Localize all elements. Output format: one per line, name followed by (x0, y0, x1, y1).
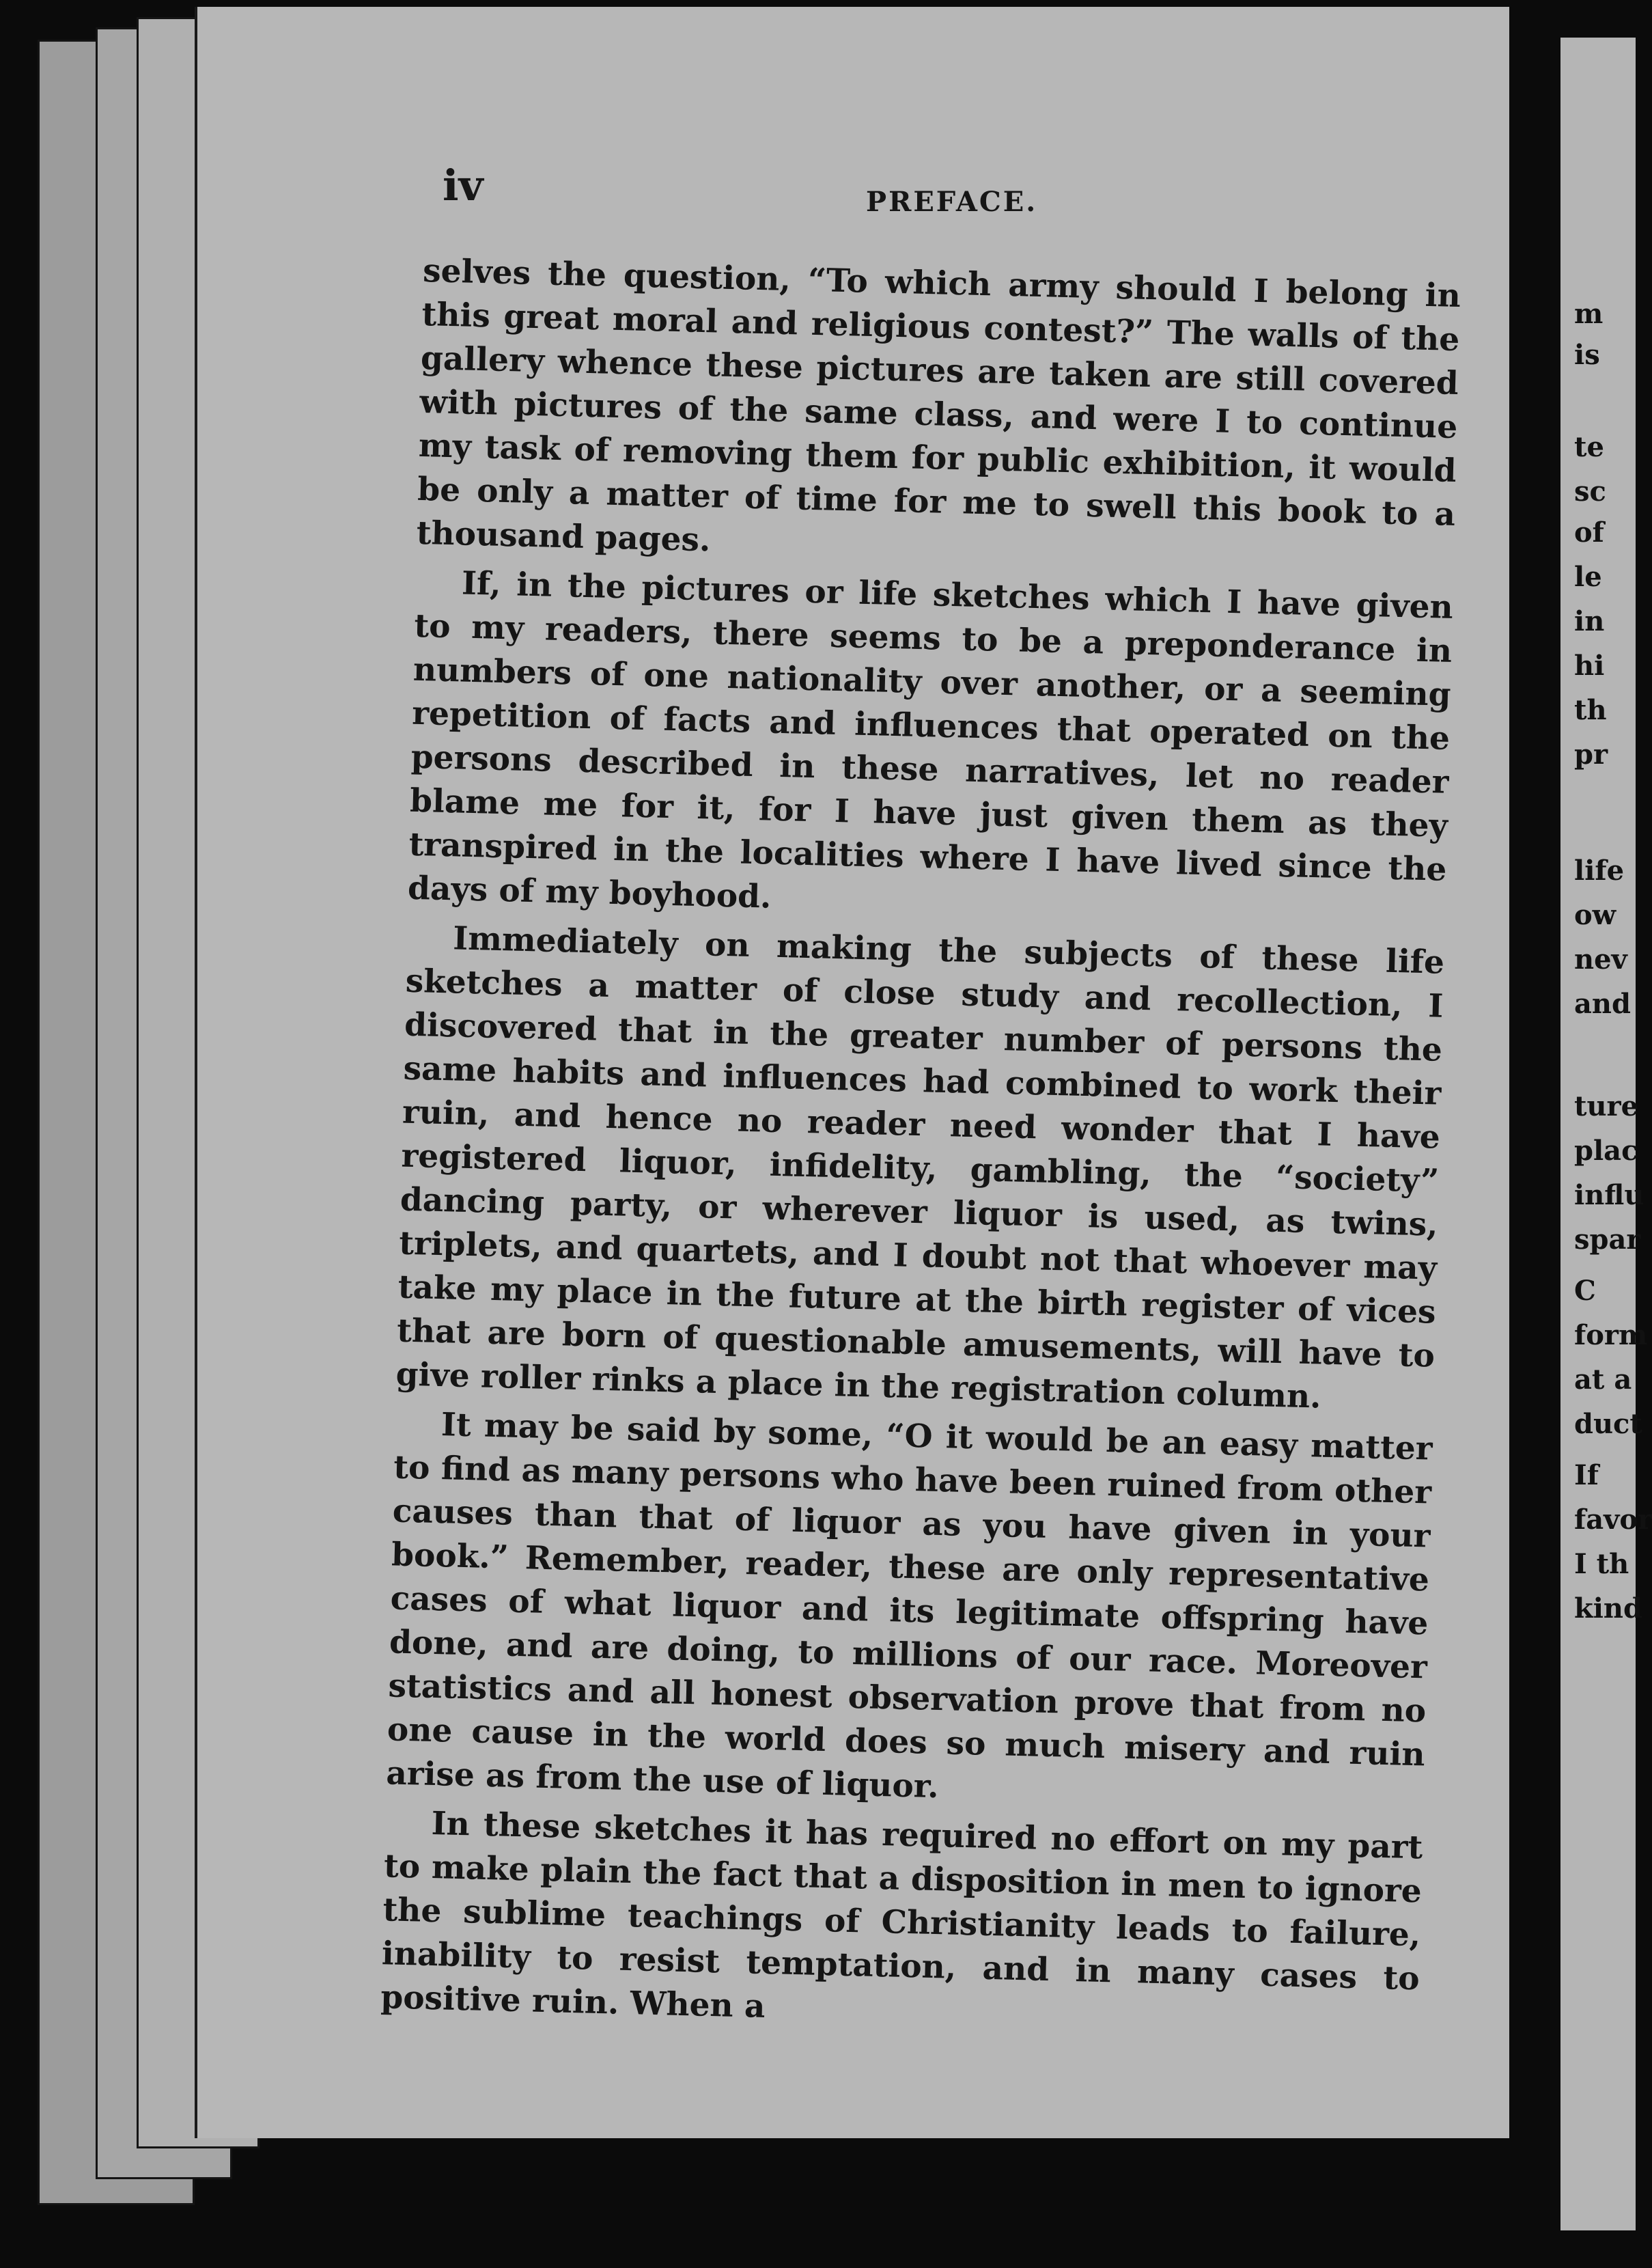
facing-page-fragment: form (1574, 1319, 1648, 1351)
paragraph: selves the question, “To which army should I belong in this great moral and religious contest?” The walls of the gallery whence these pictures are taken are still covered with pictures of the same class, and were I to continue my task of removing them for public exhibition, it would be only a matter of time for me to swell this book to a thousand pages. (416, 251, 1461, 559)
facing-page-fragment: C (1574, 1275, 1596, 1307)
facing-page-fragment: m (1574, 298, 1604, 330)
facing-page-fragment: and (1574, 988, 1631, 1020)
facing-page (1560, 38, 1652, 2230)
facing-page-fragment: favor (1574, 1504, 1652, 1536)
facing-page-fragment: duct (1574, 1408, 1642, 1440)
paragraph: In these sketches it has required no effort on my part to make plain the fact that a disposition in men to ignore the sublime teachings of Christianity leads to failure, inability to resist temptation, and in many cases to positive ruin. When a (380, 1804, 1423, 2025)
facing-page-fragment: hi (1574, 650, 1605, 682)
facing-page-fragment: I th (1574, 1548, 1629, 1580)
page-number: iv (443, 161, 484, 210)
facing-page-fragment: life (1574, 855, 1625, 887)
body-text (380, 249, 1461, 2050)
paragraph: Immediately on making the subjects of these life sketches a matter of close study and recollection, I discovered that in the greater number of persons the same habits and influences had combined to work their ruin, and hence no reader need wonder that I have registered liquor, infidelity, gambling, the “society” dancing party, or wherever liquor is used, as twins, triplets, and quartets, and I doubt not that whoever may take my place in the future at the birth register of vices that are born of questionable amusements, will have to give roller rinks a place in the registration column. (395, 919, 1445, 1416)
facing-page-fragment: plac (1574, 1135, 1638, 1167)
facing-page-fragment: If (1574, 1459, 1599, 1491)
facing-page-fragment: nev (1574, 943, 1627, 976)
facing-page-fragment: spar (1574, 1223, 1641, 1256)
facing-page-fragment: te (1574, 431, 1604, 463)
facing-page-fragment: sc (1574, 475, 1606, 508)
facing-page-fragment: th (1574, 694, 1607, 726)
facing-page-fragment: influ (1574, 1179, 1644, 1211)
facing-page-fragment: is (1574, 339, 1600, 371)
facing-page-fragment: ow (1574, 899, 1616, 931)
facing-page-fragment: of (1574, 516, 1604, 549)
facing-page-fragment: pr (1574, 738, 1608, 771)
facing-page-fragment: ture (1574, 1090, 1639, 1122)
facing-page-fragment: in (1574, 605, 1605, 637)
facing-page-fragment: kind (1574, 1592, 1642, 1624)
facing-page-fragment: le (1574, 561, 1602, 593)
page-header-title: PREFACE. (866, 186, 1038, 218)
facing-page-fragment: at a (1574, 1364, 1632, 1396)
paragraph: If, in the pictures or life sketches which I have given to my readers, there seems to be a preponderance in numbers of one nationality over another, or a seeming repetition of facts and influences that operated on the persons described in these narratives, let no reader blame me for it, for I have just given them as they transpired in the localities where I have lived since the days of my boyhood. (407, 564, 1454, 916)
paragraph: It may be said by some, “O it would be an easy matter to find as many persons who have been ruined from other causes than that of liquor as you have given in your book.” Remember, reader, these are only representative cases of what liquor and its legitimate offspring have done, and are doing, to millions of our race. Moreover statistics and all honest observation prove that from no one cause in the world does so much misery and ruin arise as from the use of liquor. (385, 1406, 1433, 1806)
